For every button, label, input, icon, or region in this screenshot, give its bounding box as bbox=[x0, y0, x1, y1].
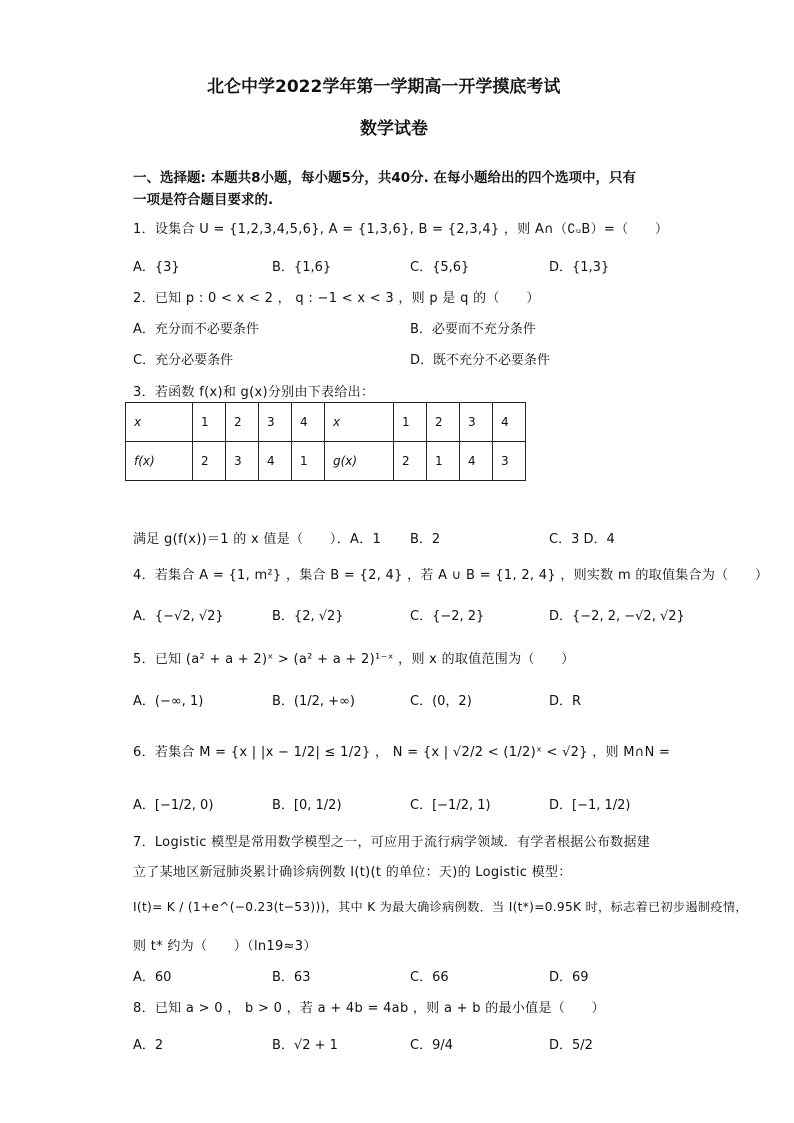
table-cell: 2 bbox=[226, 403, 259, 442]
q7-option-d: D．69 bbox=[549, 970, 589, 985]
q3-option-b: B．2 bbox=[410, 532, 441, 547]
q2-option-c: C．充分必要条件 bbox=[133, 353, 234, 368]
q7-option-b: B．63 bbox=[272, 970, 311, 985]
q1-option-a: A．{3} bbox=[133, 260, 180, 275]
q4-option-a: A．{−√2, √2} bbox=[133, 609, 224, 624]
q8-option-c: C．9/4 bbox=[410, 1038, 453, 1053]
table-cell: 3 bbox=[259, 403, 292, 442]
q7-option-c: C．66 bbox=[410, 970, 449, 985]
question-7-line4: 则 t* 约为（ ）（ln19≈3） bbox=[133, 939, 317, 954]
table-cell: 1 bbox=[193, 403, 226, 442]
table-cell: x bbox=[325, 403, 394, 442]
q5-option-a: A．(−∞, 1) bbox=[133, 694, 204, 709]
question-7-line2: 立了某地区新冠肺炎累计确诊病例数 I(t)(t 的单位：天)的 Logistic 模型： bbox=[133, 865, 572, 880]
question-3-stem: 3．若函数 f(x)和 g(x)分别由下表给出： bbox=[133, 385, 375, 400]
table-cell: 4 bbox=[460, 442, 493, 481]
question-1-stem: 1．设集合 U = {1,2,3,4,5,6}, A = {1,3,6}, B = {2,3,4} ，则 A∩（∁ᵤB）=（ ） bbox=[133, 222, 669, 237]
table-cell: 2 bbox=[394, 442, 427, 481]
section-heading-line2: 一项是符合题目要求的. bbox=[133, 192, 274, 208]
section-heading-line1: 一、选择题: 本题共8小题，每小题5分，共40分. 在每小题给出的四个选项中，只有 bbox=[133, 170, 636, 186]
q2-option-b: B．必要而不充分条件 bbox=[410, 322, 536, 337]
q2-option-d: D．既不充分不必要条件 bbox=[410, 353, 551, 368]
table-cell: 3 bbox=[493, 442, 526, 481]
q6-option-d: D．[−1, 1/2) bbox=[549, 798, 631, 813]
q6-option-b: B．[0, 1/2) bbox=[272, 798, 342, 813]
q8-option-d: D．5/2 bbox=[549, 1038, 593, 1053]
question-3-tail: 满足 g(f(x))＝1 的 x 值是（ ）．A．1 bbox=[133, 532, 382, 547]
table-cell: 2 bbox=[193, 442, 226, 481]
q8-option-b: B．√2 + 1 bbox=[272, 1038, 338, 1053]
table-cell: 1 bbox=[427, 442, 460, 481]
question-7-line1: 7．Logistic 模型是常用数学模型之一，可应用于流行病学领域．有学者根据公布数据建 bbox=[133, 835, 651, 850]
table-row bbox=[126, 403, 526, 442]
table-cell: x bbox=[126, 403, 193, 442]
q5-option-c: C．(0，2) bbox=[410, 694, 472, 709]
table-cell: 1 bbox=[394, 403, 427, 442]
q7-option-a: A．60 bbox=[133, 970, 172, 985]
table-row bbox=[126, 442, 526, 481]
q1-option-c: C．{5,6} bbox=[410, 260, 470, 275]
q5-option-b: B．(1/2, +∞) bbox=[272, 694, 355, 709]
q1-option-d: D．{1,3} bbox=[549, 260, 610, 275]
table-cell: 1 bbox=[292, 442, 325, 481]
question-4-stem: 4．若集合 A = {1, m²} ，集合 B = {2, 4} ，若 A ∪ B = {1, 2, 4} ，则实数 m 的取值集合为（ ） bbox=[133, 568, 769, 583]
table-cell: g(x) bbox=[325, 442, 394, 481]
q3-option-cd: C．3 D．4 bbox=[549, 532, 615, 547]
question-7-line3: I(t)= K / (1+e^(−0.23(t−53)))，其中 K 为最大确诊病例数．当 I(t*)=0.95K 时，标志着已初步遏制疫情， bbox=[133, 900, 748, 914]
table-cell: 3 bbox=[226, 442, 259, 481]
question-6-stem: 6．若集合 M = {x | |x − 1/2| ≤ 1/2} ， N = {x | √2/2 < (1/2)ˣ < √2} ，则 M∩N = bbox=[133, 745, 671, 760]
q6-option-a: A．[−1/2, 0) bbox=[133, 798, 214, 813]
exam-title: 北仑中学2022学年第一学期高一开学摸底考试 bbox=[207, 77, 561, 97]
table-cell: 4 bbox=[292, 403, 325, 442]
q4-option-b: B．{2, √2} bbox=[272, 609, 344, 624]
table-cell: 3 bbox=[460, 403, 493, 442]
q4-option-d: D．{−2, 2, −√2, √2} bbox=[549, 609, 685, 624]
question-5-stem: 5．已知 (a² + a + 2)ˣ > (a² + a + 2)¹⁻ˣ ，则 x 的取值范围为（ ） bbox=[133, 652, 575, 667]
question-8-stem: 8．已知 a > 0 ， b > 0 ，若 a + 4b = 4ab ，则 a + b 的最小值是（ ） bbox=[133, 1001, 605, 1016]
q2-option-a: A．充分而不必要条件 bbox=[133, 322, 259, 337]
table-cell: f(x) bbox=[126, 442, 193, 481]
q5-option-d: D．R bbox=[549, 694, 582, 709]
question-2-stem: 2．已知 p : 0 < x < 2 ， q : −1 < x < 3 ，则 p 是 q 的（ ） bbox=[133, 291, 540, 306]
function-table bbox=[125, 402, 526, 481]
table-cell: 4 bbox=[259, 442, 292, 481]
exam-subtitle: 数学试卷 bbox=[360, 119, 428, 139]
q4-option-c: C．{−2, 2} bbox=[410, 609, 485, 624]
q1-option-b: B．{1,6} bbox=[272, 260, 332, 275]
table-cell: 4 bbox=[493, 403, 526, 442]
table-cell: 2 bbox=[427, 403, 460, 442]
q6-option-c: C．[−1/2, 1) bbox=[410, 798, 491, 813]
q8-option-a: A．2 bbox=[133, 1038, 164, 1053]
